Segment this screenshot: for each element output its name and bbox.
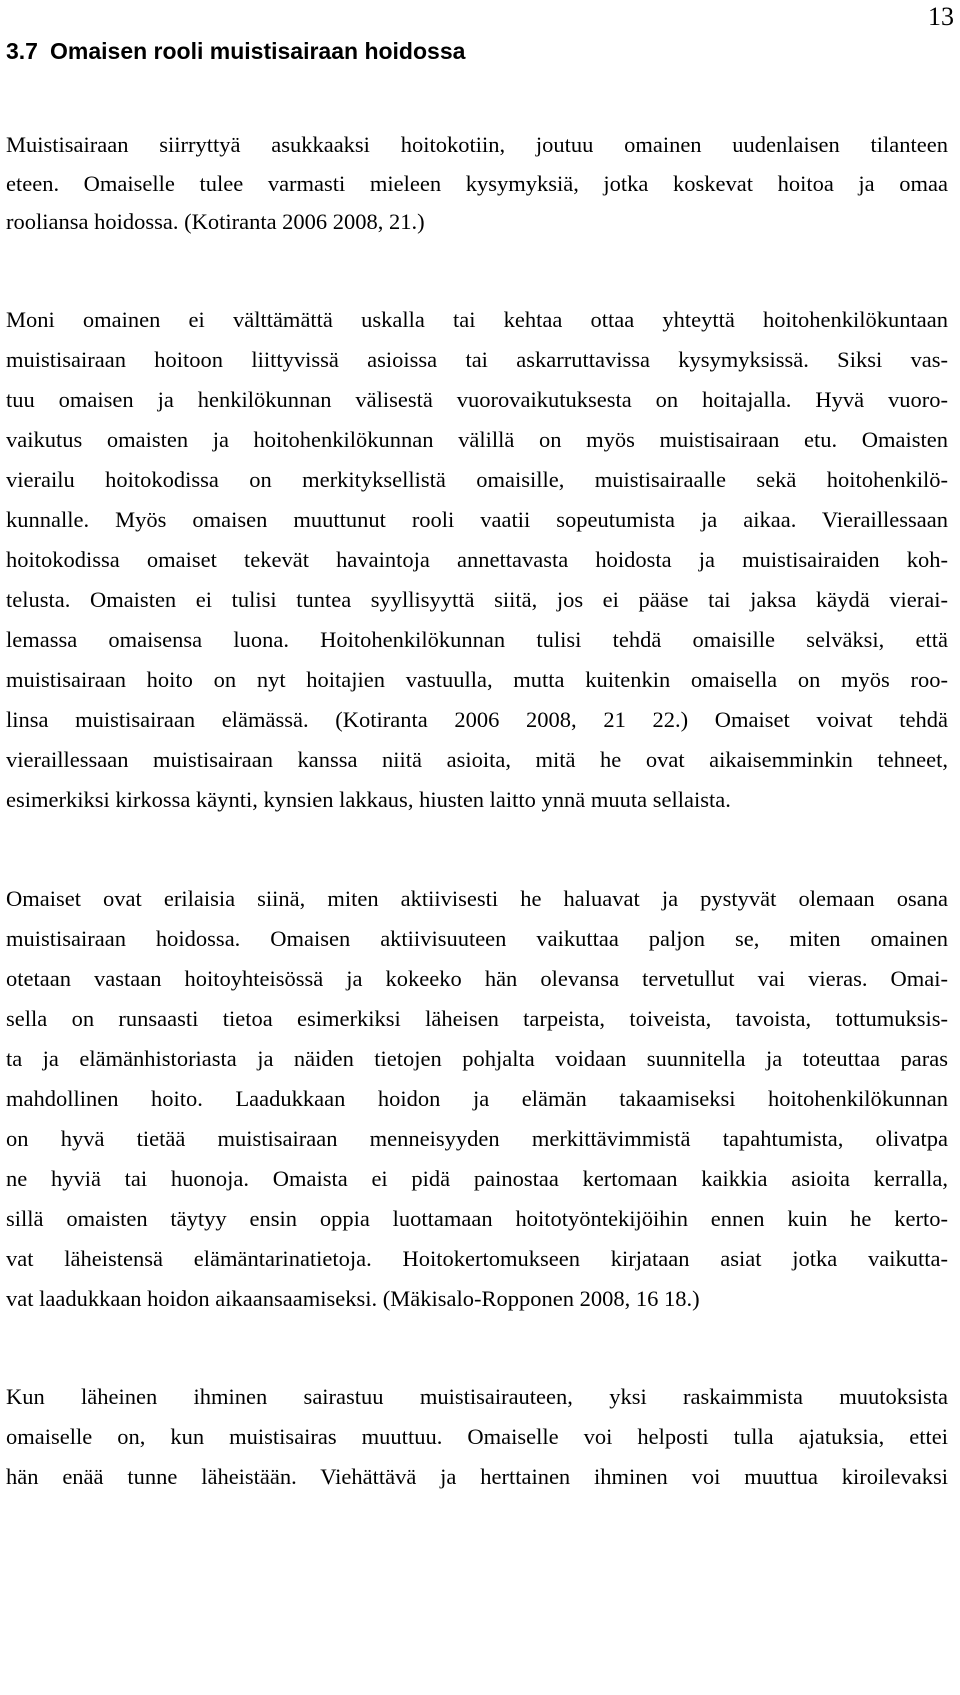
- text-line: rooliansa hoidossa. (Kotiranta 2006 2008, 21.): [6, 209, 425, 234]
- text-line: sella on runsaasti tietoa esimerkiksi läheisen tarpeista, toiveista, tavoista, tottumuksis-: [6, 1006, 948, 1031]
- text-line: vat läheistensä elämäntarinatietoja. Hoitokertomukseen kirjataan asiat jotka vaikutta-: [6, 1246, 948, 1271]
- text-line: Kun läheinen ihminen sairastuu muistisairauteen, yksi raskaimmista muutoksista: [6, 1384, 948, 1409]
- text-line: on hyvä tietää muistisairaan menneisyyden merkittävimmistä tapahtumista, olivatpa: [6, 1126, 948, 1151]
- text-line: esimerkiksi kirkossa käynti, kynsien lakkaus, hiusten laitto ynnä muuta sellaista.: [6, 787, 731, 812]
- text-line: Moni omainen ei välttämättä uskalla tai kehtaa ottaa yhteyttä hoitohenkilökuntaan: [6, 307, 948, 332]
- text-line: vat laadukkaan hoidon aikaansaamiseksi. (Mäkisalo-Ropponen 2008, 16 18.): [6, 1286, 700, 1311]
- text-line: sillä omaisten täytyy ensin oppia luottamaan hoitotyöntekijöihin ennen kuin he kerto-: [6, 1206, 948, 1231]
- text-line: ne hyviä tai huonoja. Omaista ei pidä painostaa kertomaan kaikkia asioita kerralla,: [6, 1166, 948, 1191]
- text-line: linsa muistisairaan elämässä. (Kotiranta 2006 2008, 21 22.) Omaiset voivat tehdä: [6, 707, 948, 732]
- page-number: 13: [928, 2, 954, 31]
- text-line: vierailu hoitokodissa on merkityksellistä omaisille, muistisairaalle sekä hoitohenkilö-: [6, 467, 948, 492]
- section-number: 3.7: [6, 38, 38, 64]
- text-line: otetaan vastaan hoitoyhteisössä ja kokeeko hän olevansa tervetullut vai vieras. Omai-: [6, 966, 948, 991]
- text-line: omaiselle on, kun muistisairas muuttuu. Omaiselle voi helposti tulla ajatuksia, ettei: [6, 1424, 948, 1449]
- text-line: ta ja elämänhistoriasta ja näiden tietojen pohjalta voidaan suunnitella ja toteuttaa paras: [6, 1046, 948, 1071]
- text-line: mahdollinen hoito. Laadukkaan hoidon ja elämän takaamiseksi hoitohenkilökunnan: [6, 1086, 948, 1111]
- text-line: muistisairaan hoito on nyt hoitajien vastuulla, mutta kuitenkin omaisella on myös roo-: [6, 667, 948, 692]
- text-line: Omaiset ovat erilaisia siinä, miten aktiivisesti he haluavat ja pystyvät olemaan osana: [6, 886, 948, 911]
- section-title: Omaisen rooli muistisairaan hoidossa: [50, 38, 466, 64]
- text-line: Muistisairaan siirryttyä asukkaaksi hoitokotiin, joutuu omainen uudenlaisen tilanteen: [6, 132, 948, 157]
- text-line: eteen. Omaiselle tulee varmasti mieleen kysymyksiä, jotka koskevat hoitoa ja omaa: [6, 171, 948, 196]
- text-line: vieraillessaan muistisairaan kanssa niitä asioita, mitä he ovat aikaisemminkin tehneet,: [6, 747, 948, 772]
- text-line: hän enää tunne läheistään. Viehättävä ja herttainen ihminen voi muuttua kiroilevaksi: [6, 1464, 948, 1489]
- text-line: muistisairaan hoidossa. Omaisen aktiivisuuteen vaikuttaa paljon se, miten omainen: [6, 926, 948, 951]
- text-line: tuu omaisen ja henkilökunnan välisestä vuorovaikutuksesta on hoitajalla. Hyvä vuoro-: [6, 387, 948, 412]
- text-line: telusta. Omaisten ei tulisi tuntea syyllisyyttä siitä, jos ei pääse tai jaksa käydä vierai-: [6, 587, 948, 612]
- section-heading: [6, 40, 465, 63]
- text-line: kunnalle. Myös omaisen muuttunut rooli vaatii sopeutumista ja aikaa. Vieraillessaan: [6, 507, 948, 532]
- text-line: lemassa omaisensa luona. Hoitohenkilökunnan tulisi tehdä omaisille selväksi, että: [6, 627, 948, 652]
- text-line: hoitokodissa omaiset tekevät havaintoja annettavasta hoidosta ja muistisairaiden koh-: [6, 547, 948, 572]
- text-line: muistisairaan hoitoon liittyvissä asioissa tai askarruttavissa kysymyksissä. Siksi vas-: [6, 347, 948, 372]
- text-line: vaikutus omaisten ja hoitohenkilökunnan välillä on myös muistisairaan etu. Omaisten: [6, 427, 948, 452]
